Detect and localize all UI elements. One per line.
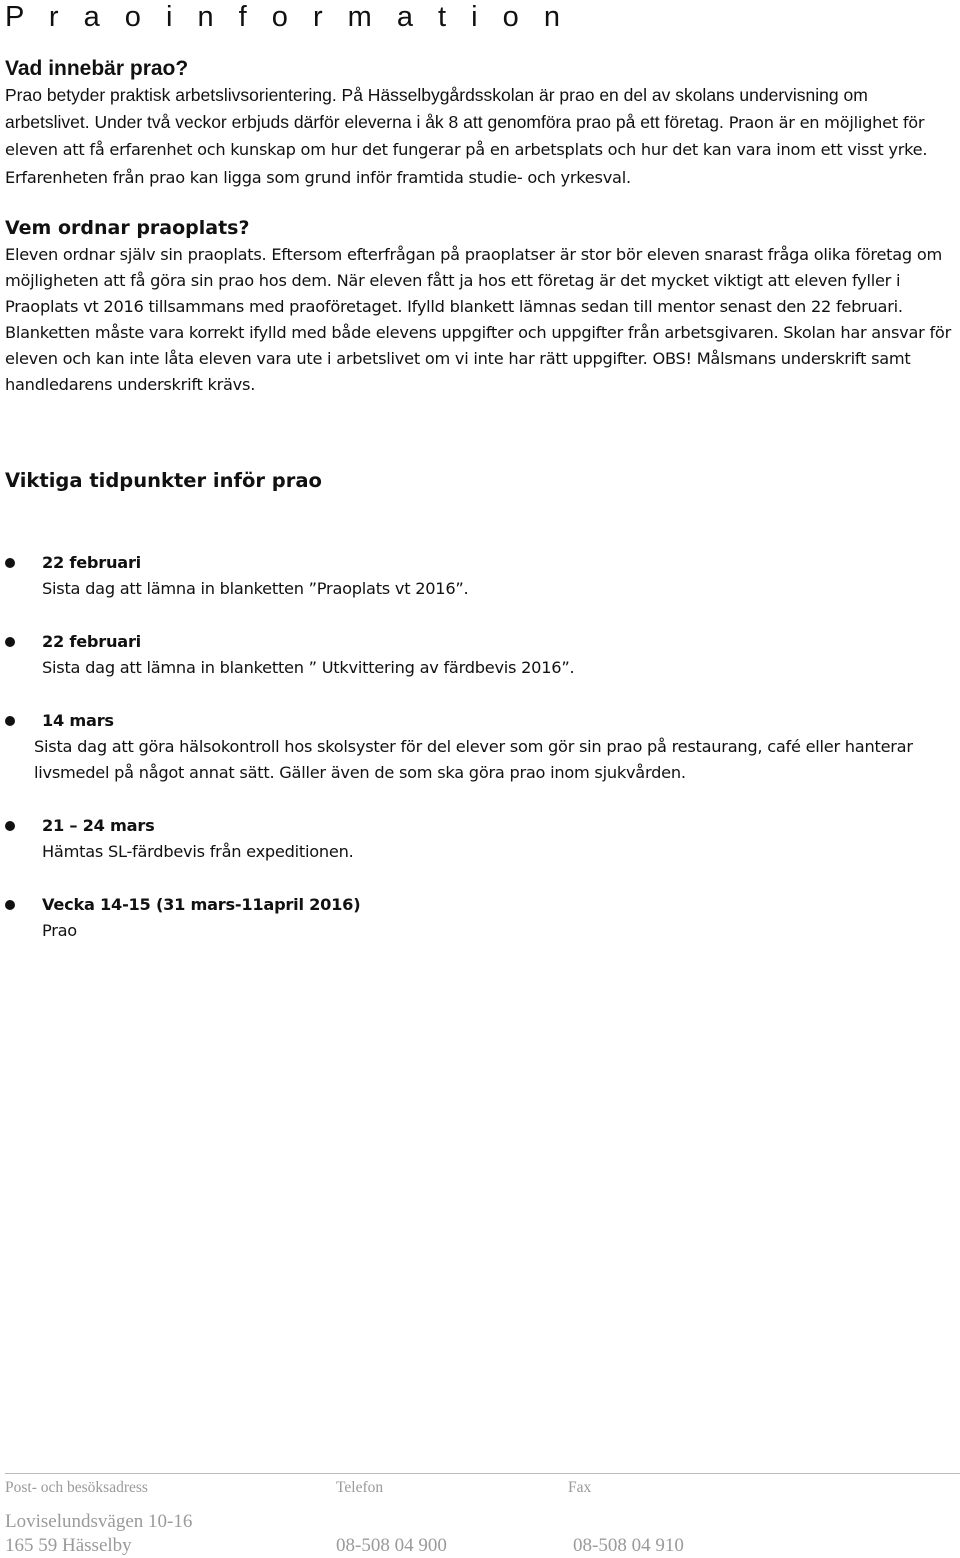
list-item-date: 14 mars <box>42 711 114 730</box>
footer-fax-label: Fax <box>568 1479 592 1496</box>
list-item-date: Vecka 14-15 (31 mars-11april 2016) <box>42 895 361 914</box>
list-item-text: Sista dag att lämna in blanketten ” Utkvittering av färdbevis 2016”. <box>42 658 575 677</box>
list-item <box>5 892 955 944</box>
bullet-icon <box>5 821 15 831</box>
who-arranges-text-2: tillsammans med praoföretaget. Ifylld blankett lämnas sedan till mentor senast den 22 februari. Blanketten måste vara korrekt ifylld med både elevens uppgifter och uppgifter från arbetsgivaren. Skolan har ansvar för eleven och kan inte låta eleven vara ute i arbetslivet om vi inte har rätt uppgifter. OBS! Målsmans underskrift samt handledarens underskrift krävs. <box>5 297 951 394</box>
list-item <box>5 708 955 786</box>
section-heading-important-dates: Viktiga tidpunkter inför prao <box>5 469 322 492</box>
page-title: P r a o i n f o r m a t i o n <box>5 1 569 33</box>
paragraph-who-arranges <box>5 242 955 398</box>
section-heading-what-is-prao: Vad innebär prao? <box>5 57 189 80</box>
list-item <box>5 550 955 602</box>
important-dates-list <box>5 550 955 944</box>
prao-definition-text: Prao betyder praktisk arbetslivsorientering. På Hässelbygårdsskolan är prao en del av skolans undervisning om arbetslivet. Under två veckor erbjuds därför eleverna i åk 8 att genomföra prao på ett företag. <box>5 85 868 132</box>
footer-fax: 08-508 04 910 <box>573 1535 684 1556</box>
paragraph-prao-definition <box>5 82 955 191</box>
list-item-date: 21 – 24 mars <box>42 816 155 835</box>
bullet-icon <box>5 558 15 568</box>
footer-city: 165 59 Hässelby <box>5 1535 132 1556</box>
footer-address-label: Post- och besöksadress <box>5 1479 148 1496</box>
who-arranges-text-1: Eleven ordnar själv sin praoplats. Eftersom efterfrågan på praoplatser är stor bör eleven snarast fråga olika företag om möjligheten att få göra sin prao hos dem. När eleven fått ja hos ett företag är det mycket viktigt att eleven fyller i <box>5 245 943 290</box>
footer-phone-label: Telefon <box>336 1479 384 1496</box>
list-item-date: 22 februari <box>42 632 141 651</box>
footer-fax-column <box>568 1479 684 1558</box>
footer-phone-column <box>336 1479 447 1558</box>
list-item-text: Prao <box>42 921 77 940</box>
bullet-icon <box>5 716 15 726</box>
list-item-text: Sista dag att göra hälsokontroll hos skolsyster för del elever som gör sin prao på restaurang, café eller hanterar livsmedel på något annat sätt. Gäller även de som ska göra prao inom sjukvården. <box>34 737 913 782</box>
prao-purpose-text: Praon är en möjlighet för eleven att få erfarenhet och kunskap om hur det fungerar på en arbetsplats och hur det kan vara inom ett visst yrke. Erfarenheten från prao kan ligga som grund inför framtida studie- och yrkesval. <box>5 112 928 187</box>
footer-street: Loviselundsvägen 10-16 <box>5 1511 193 1532</box>
list-item <box>5 813 955 865</box>
footer-phone: 08-508 04 900 <box>336 1535 447 1556</box>
footer-address-column <box>5 1479 192 1558</box>
footer-divider <box>5 1473 960 1474</box>
section-heading-who-arranges: Vem ordnar praoplats? <box>5 217 250 239</box>
bullet-icon <box>5 637 15 647</box>
list-item <box>5 629 955 681</box>
document-page <box>5 0 955 971</box>
list-item-text: Hämtas SL-färdbevis från expeditionen. <box>42 842 354 861</box>
form-name-reference: Praoplats vt 2016 <box>5 297 144 316</box>
list-item-date: 22 februari <box>42 553 141 572</box>
list-item-text: Sista dag att lämna in blanketten ”Praoplats vt 2016”. <box>42 579 469 598</box>
bullet-icon <box>5 900 15 910</box>
